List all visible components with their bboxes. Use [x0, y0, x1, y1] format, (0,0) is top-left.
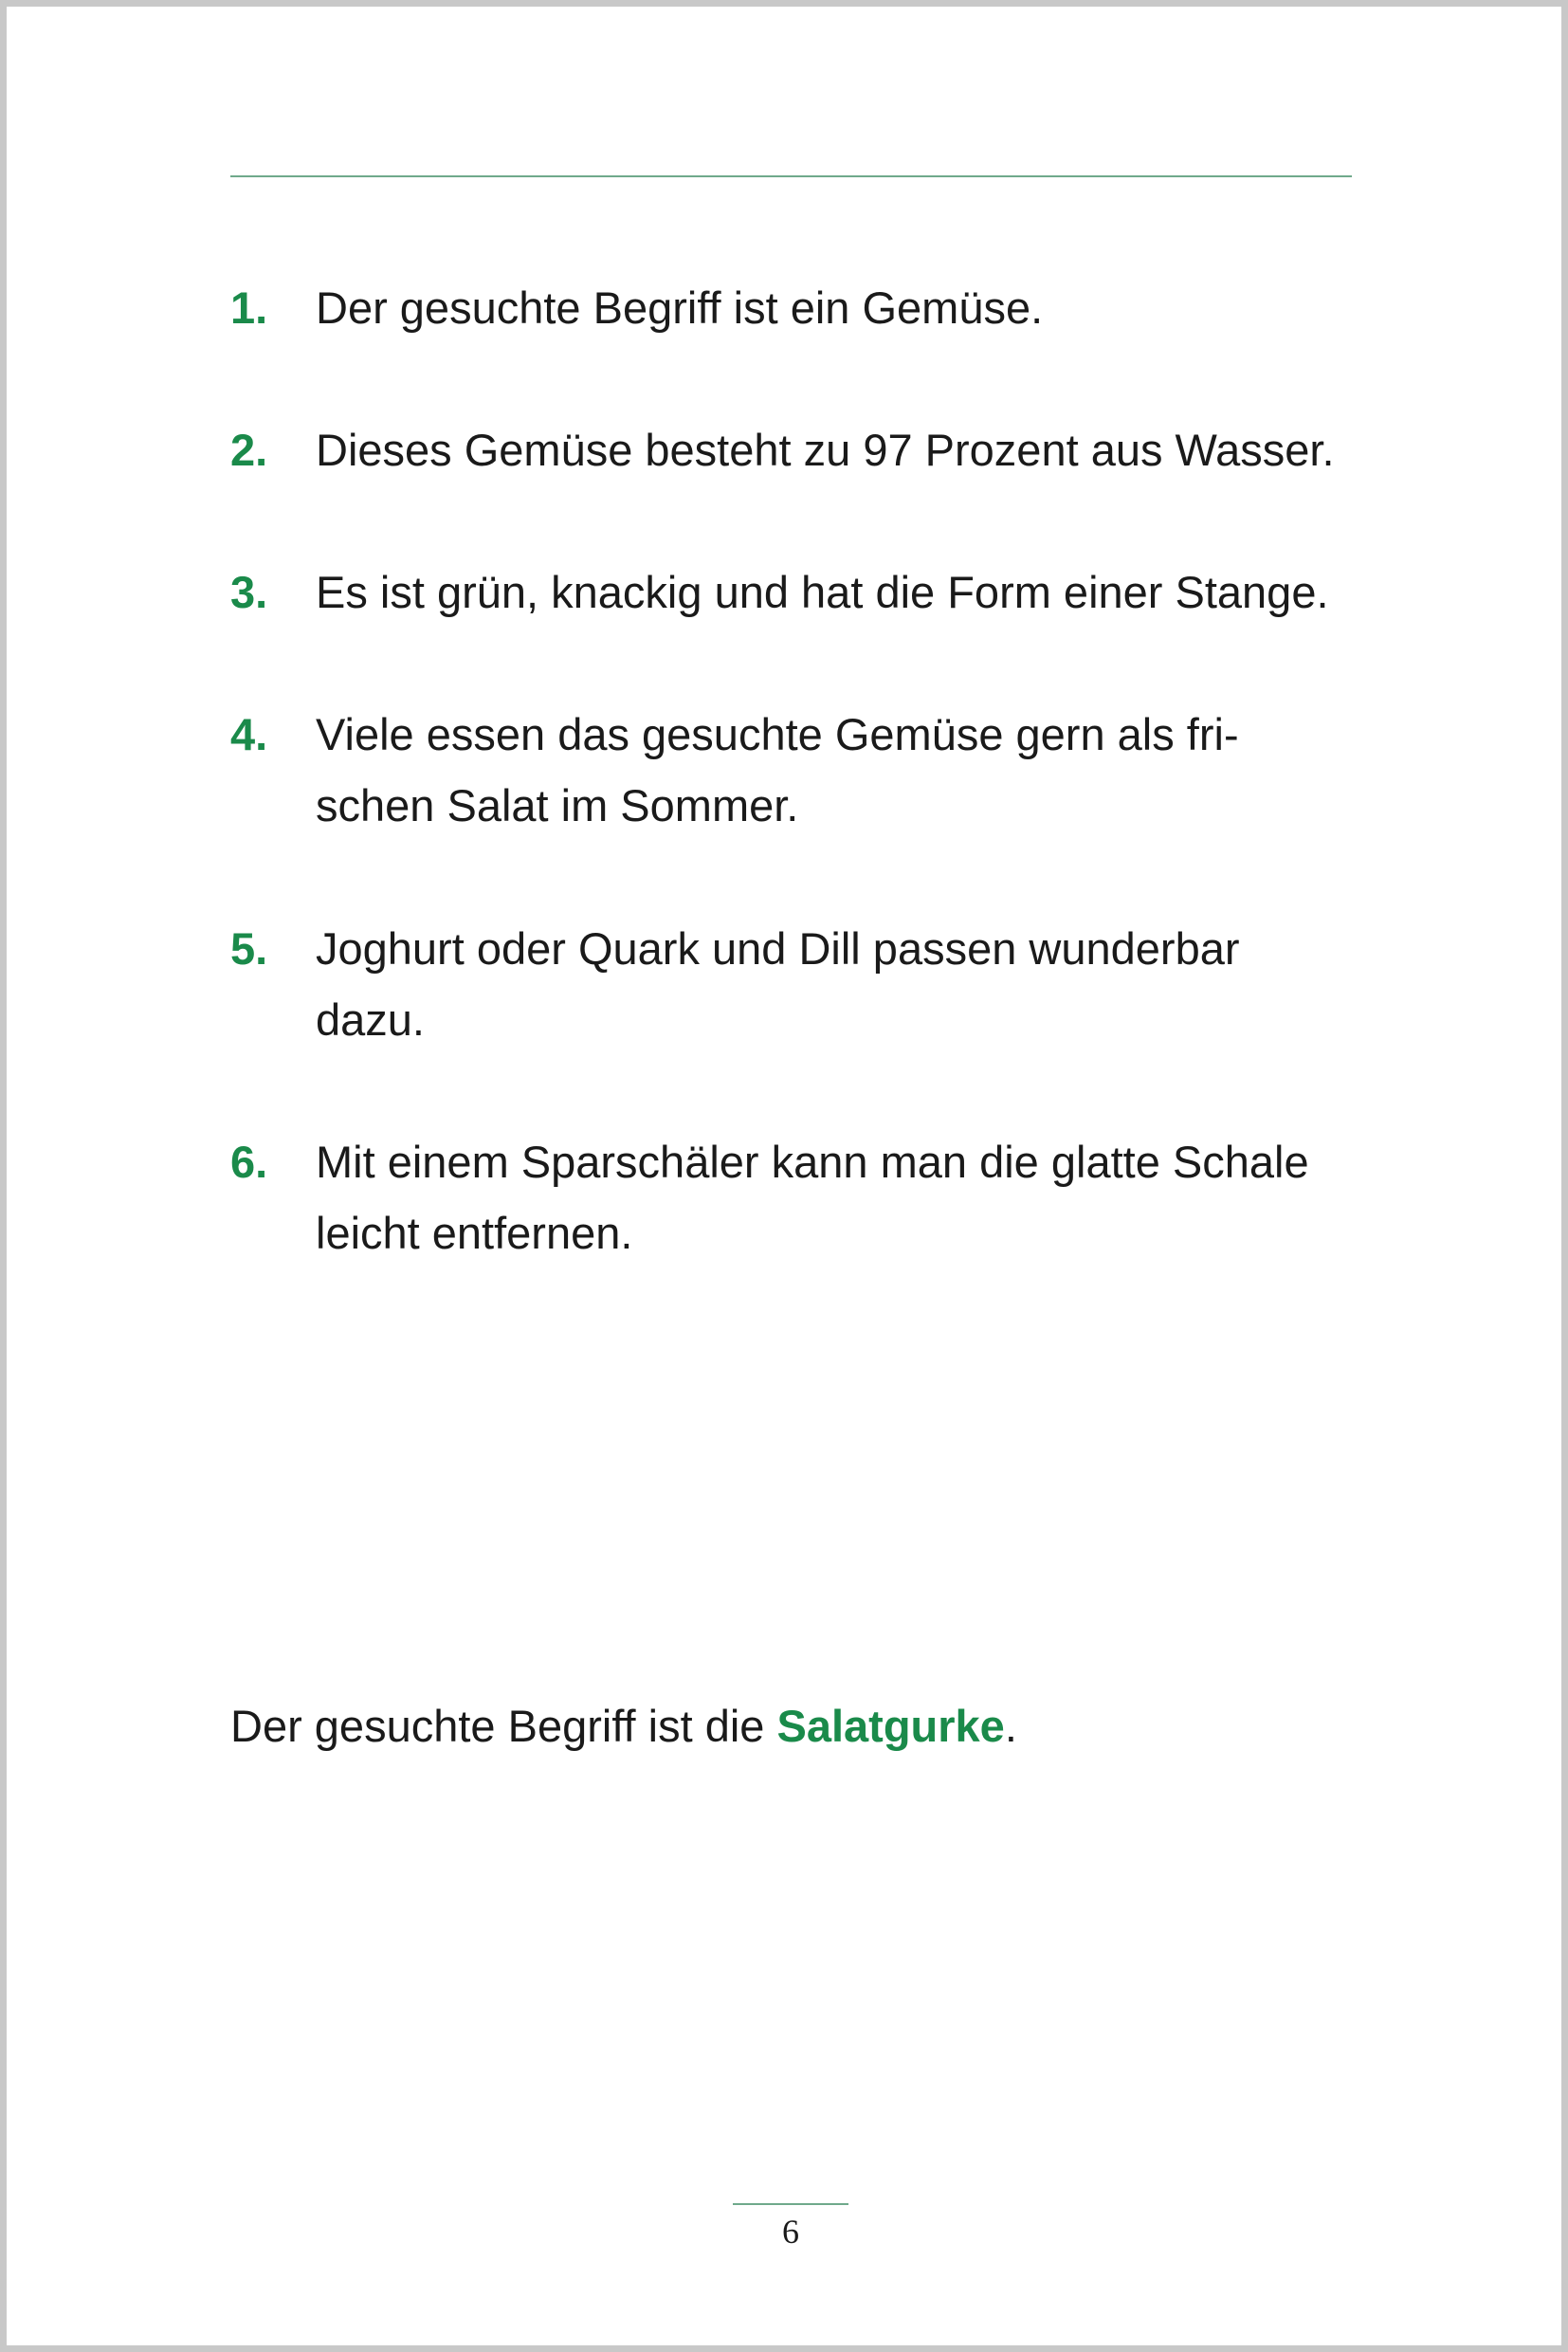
hint-text: Dieses Gemüse besteht zu 97 Prozent aus Wasser.: [316, 425, 1335, 475]
footer-divider: [733, 2203, 848, 2205]
hint-number: 6.: [230, 1137, 268, 1187]
top-divider: [230, 175, 1352, 177]
hint-text: Joghurt oder Quark und Dill passen wunderbar dazu.: [316, 923, 1240, 1045]
hint-text: Es ist grün, knackig und hat die Form einer Stange.: [316, 567, 1329, 617]
hint-number: 5.: [230, 923, 268, 974]
answer-sentence: [230, 1690, 1017, 1761]
hint-text: Viele essen das gesuchte Gemüse gern als fri- schen Salat im Sommer.: [316, 709, 1239, 830]
hint-number: 3.: [230, 567, 268, 617]
hint-number: 4.: [230, 709, 268, 759]
hint-number: 1.: [230, 283, 268, 333]
hint-text: Mit einem Sparschäler kann man die glatte Schale leicht entfernen.: [316, 1137, 1309, 1258]
answer-suffix: .: [1004, 1701, 1017, 1751]
hint-text: Der gesuchte Begriff ist ein Gemüse.: [316, 283, 1044, 333]
answer-word: Salatgurke: [776, 1701, 1005, 1751]
hint-number: 2.: [230, 425, 268, 475]
page-number: 6: [782, 2213, 799, 2251]
answer-prefix: Der gesuchte Begriff ist die: [230, 1701, 777, 1751]
